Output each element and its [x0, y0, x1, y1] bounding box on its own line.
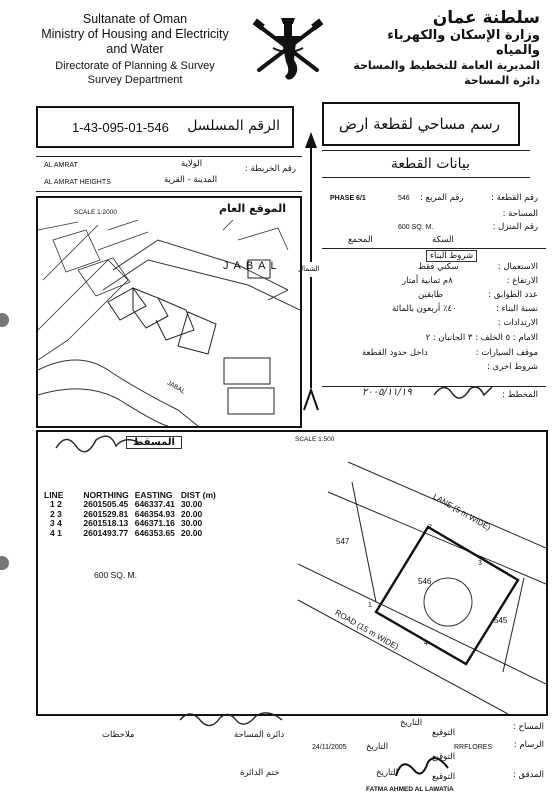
- neighbor-plot-left: 547: [336, 537, 350, 546]
- signature-label-3: التوقيع: [432, 772, 456, 782]
- floors-label: عدد الطوابق :: [488, 290, 538, 300]
- cell-line: 3 4: [50, 518, 62, 528]
- corner-label: 4: [424, 640, 428, 647]
- building-ratio-value: ٤٠٪ أربعون بالمائة: [392, 304, 457, 314]
- plot-info-title: بيانات القطعة: [390, 156, 470, 172]
- wilayat-value: AL AMRAT: [44, 162, 78, 169]
- general-site-panel: [36, 196, 302, 428]
- cell-northing: 2601505.45: [83, 499, 129, 509]
- header-en-line: Survey Department: [87, 74, 183, 86]
- cell-dist: 30.00: [180, 499, 203, 509]
- col-line: LINE: [44, 490, 64, 500]
- plan-title: المسقط: [126, 436, 182, 449]
- header-arabic: [340, 8, 540, 88]
- floors-value: طابقين: [418, 290, 444, 300]
- lane-label: LANE (5 m WIDE): [431, 492, 493, 533]
- checker-name: FATMA AHMED AL LAWATIA: [366, 786, 454, 793]
- neighbor-plot-right: 545: [494, 616, 508, 625]
- punch-hole: [0, 556, 9, 570]
- square-number-value: PHASE 6/1: [330, 195, 366, 202]
- north-label: الشمال: [298, 265, 320, 273]
- area-value: 600 SQ. M.: [398, 224, 434, 231]
- punch-hole: [0, 313, 9, 327]
- header-ar-line: المديرية العامة للتخطيط والمساحة: [353, 59, 540, 72]
- plan-scale: SCALE 1:500: [295, 436, 335, 443]
- parking-label: موقف السيارات :: [475, 348, 538, 358]
- parking-value: داخل حدود القطعة: [362, 348, 428, 358]
- cell-line: 4 1: [50, 527, 62, 538]
- oman-khanjar-emblem-icon: [251, 12, 325, 84]
- footer: [36, 718, 548, 798]
- general-site-map: [38, 220, 300, 426]
- cell-dist: 20.00: [180, 527, 203, 538]
- header-ar-line: سلطنة عمان: [432, 8, 540, 28]
- planner-date: ٢٠٠٥/١١/١٩: [362, 387, 412, 398]
- notes-label: ملاحظات: [102, 730, 135, 740]
- header-ar-line: دائرة المساحة: [464, 74, 540, 87]
- signature-label-2: التوقيع: [432, 752, 456, 762]
- survey-dept-label: دائرة المساحة: [234, 730, 285, 740]
- drafter-name: RRFLORES: [454, 744, 493, 751]
- corner-label: 1: [368, 602, 372, 609]
- handwritten-note: [176, 706, 286, 728]
- location-box: [36, 156, 302, 192]
- header-ar-line: وزارة الإسكان والكهرباء والمياه: [387, 28, 540, 58]
- plan-panel: [36, 430, 548, 716]
- cell-dist: 30.00: [180, 518, 203, 528]
- checker-signature: [392, 752, 452, 782]
- complex-label: المجمع: [348, 235, 373, 245]
- document-title-box: [322, 102, 520, 146]
- wilayat-label: الولاية: [181, 159, 203, 169]
- checker-label: المدقق :: [512, 770, 544, 780]
- surveyor-label: المساح :: [512, 722, 544, 732]
- cell-easting: 646371.16: [134, 518, 175, 528]
- table-row: [44, 529, 222, 539]
- document-title: رسم مساحي لقطعة ارض: [338, 115, 500, 133]
- serial-number-value: 1-43-095-01-546: [72, 120, 169, 135]
- setbacks-value: الامام : ٥ الخلف : ٣ الجانبان : ٢: [425, 333, 538, 343]
- header-en-line: Sultanate of Oman: [82, 12, 188, 26]
- serial-number-box: [36, 106, 294, 148]
- header-en-line: Ministry of Housing and Electricity: [41, 27, 229, 41]
- cell-northing: 2601529.81: [83, 508, 129, 519]
- city-label: المدينة - القرية: [164, 175, 218, 185]
- setbacks-label: الارتدادات :: [497, 318, 538, 328]
- plot-data-panel: [322, 190, 546, 422]
- road-label: ROAD (15 m WIDE): [333, 608, 400, 652]
- plot-number-center: 546: [418, 577, 432, 586]
- coordinate-table: [44, 490, 222, 538]
- height-value: ٨م ثمانية أمتار: [402, 276, 453, 286]
- cell-northing: 2601518.13: [83, 518, 129, 528]
- planner-row: [322, 386, 546, 408]
- drafter-label: الرسام :: [513, 740, 544, 750]
- col-northing: NORTHING: [83, 490, 129, 500]
- general-site-road-label: JABAL: [165, 379, 187, 396]
- sikka-label: السكة: [432, 235, 454, 245]
- date-label-1: التاريخ: [400, 718, 423, 728]
- date-label-3: التاريخ: [376, 768, 399, 778]
- plot-number-value: 546: [398, 195, 410, 202]
- cell-easting: 646353.65: [134, 527, 175, 538]
- col-dist: DIST (m): [180, 490, 216, 500]
- city-value: AL AMRAT HEIGHTS: [44, 179, 111, 186]
- general-site-map-label: JABAL: [223, 260, 282, 272]
- general-site-title: الموقع العام: [218, 202, 286, 215]
- general-site-scale: SCALE 1:2000: [74, 209, 118, 216]
- plot-info-title-box: [322, 150, 530, 178]
- header-en-line: Directorate of Planning & Survey: [55, 60, 215, 72]
- cell-easting: 646354.93: [134, 508, 175, 519]
- plot-number-label: رقم القطعة :: [491, 193, 538, 203]
- usage-value: سكني فقط: [418, 262, 459, 272]
- other-conditions-label: شروط اخرى :: [486, 362, 538, 372]
- building-conditions-title: شروط البناء: [426, 250, 477, 262]
- square-number-label: رقم المربع :: [420, 193, 464, 203]
- plan-area-text: 600 SQ. M.: [94, 570, 137, 580]
- drafter-date: 24/11/2005: [312, 744, 347, 751]
- serial-number-label: الرقم المسلسل: [187, 118, 280, 134]
- cell-easting: 646337.41: [134, 499, 175, 509]
- house-number-label: رقم المنزل :: [492, 222, 538, 232]
- height-label: الارتفاع :: [506, 276, 538, 286]
- header-en-line: and Water: [106, 42, 164, 56]
- planner-signature: [432, 379, 494, 401]
- header-english: [30, 12, 240, 87]
- area-label: المساحة :: [502, 209, 538, 219]
- cell-line: 1 2: [50, 499, 62, 509]
- plan-title-scribble: [52, 428, 142, 456]
- cell-northing: 2601493.77: [83, 527, 129, 538]
- map-number-label: رقم الخريطة :: [244, 164, 296, 174]
- date-label-2: التاريخ: [366, 742, 389, 752]
- usage-label: الاستعمال :: [497, 262, 538, 272]
- col-easting: EASTING: [134, 490, 173, 500]
- dept-stamp-label: ختم الدائرة: [240, 768, 280, 778]
- cell-dist: 20.00: [180, 508, 203, 519]
- building-ratio-label: نسبة البناء :: [495, 304, 538, 314]
- planner-label: المخطط :: [502, 390, 538, 400]
- corner-label: 2: [428, 524, 432, 531]
- cell-line: 2 3: [50, 508, 62, 519]
- signature-label-1: التوقيع: [432, 728, 456, 738]
- corner-label: 3: [478, 560, 482, 567]
